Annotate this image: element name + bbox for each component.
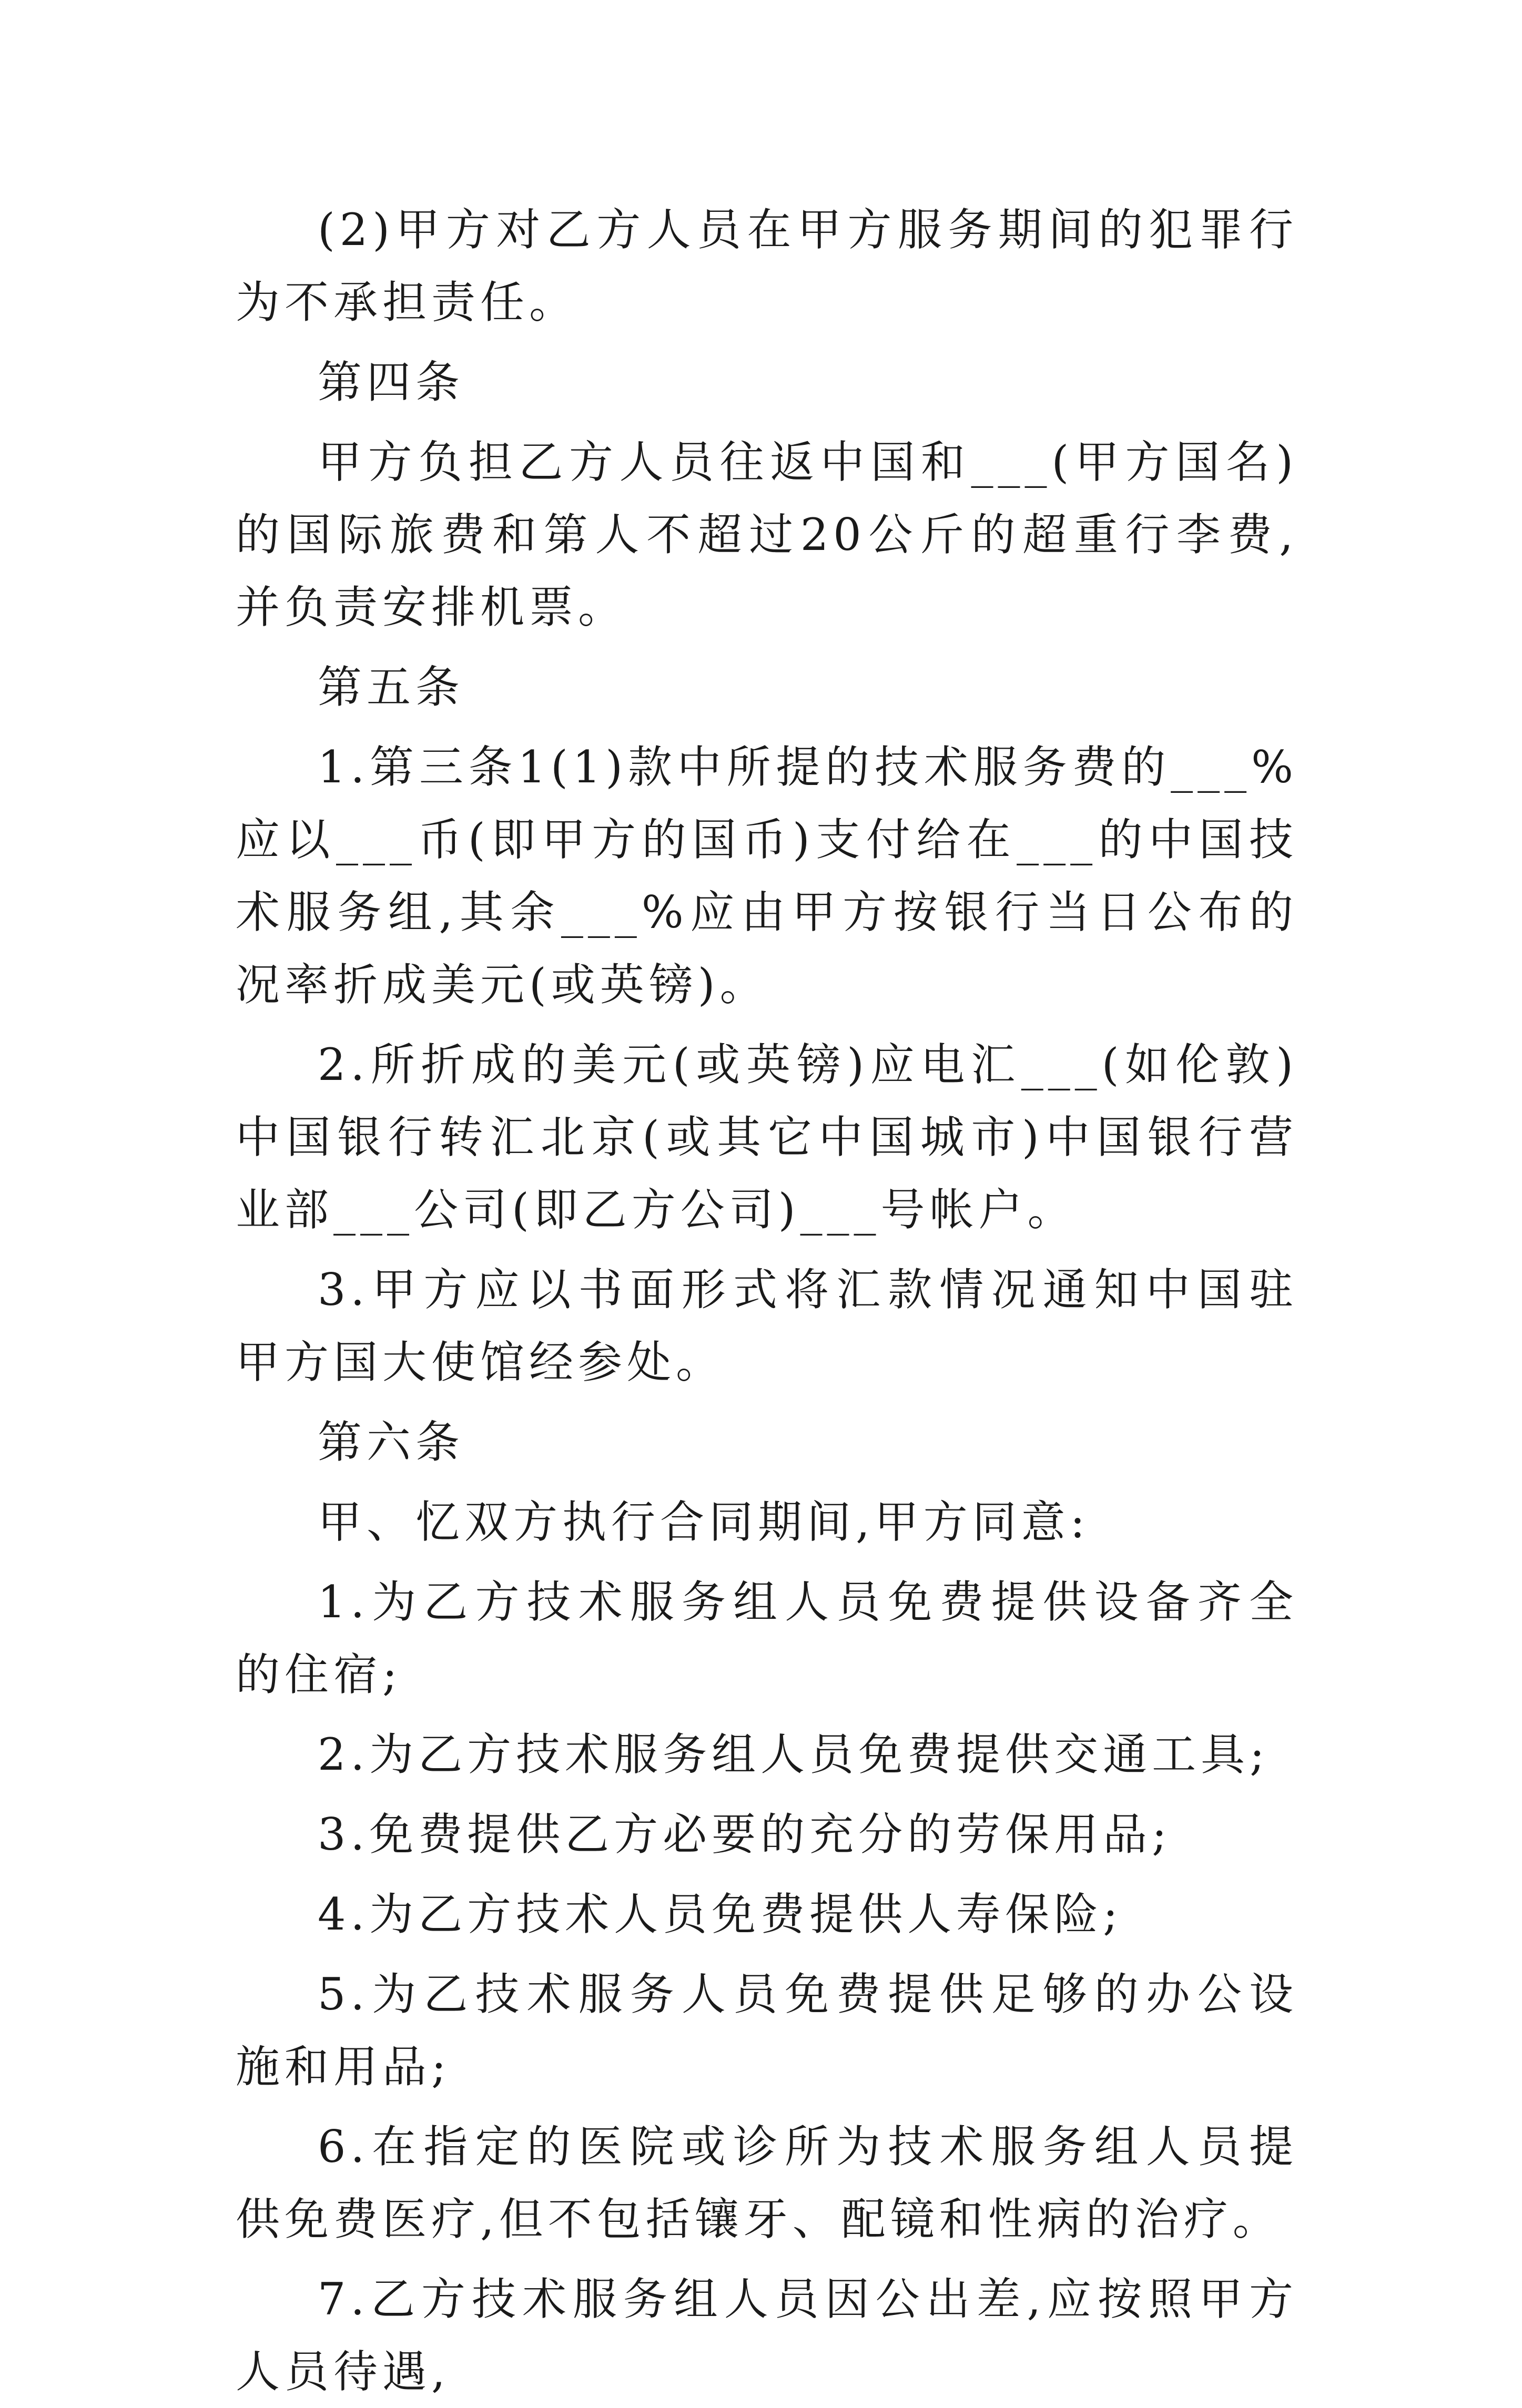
paragraph-article6-item5: 5.为乙技术服务人员免费提供足够的办公设施和用品; <box>236 1968 1298 2093</box>
heading-article-4: 第四条 <box>318 356 465 408</box>
paragraph-article5-item1: 1.第三条1(1)款中所提的技术服务费的___%应以___币(即甲方的国币)支付给在___的中国技术服务组,其余___%应由甲方按银行当日公布的况率折成美元(或英镑)。 <box>236 741 1298 1011</box>
paragraph-article3-clause2: (2)甲方对乙方人员在甲方服务期间的犯罪行为不承担责任。 <box>236 204 1298 328</box>
paragraph-article5-item2: 2.所折成的美元(或英镑)应电汇___(如伦敦)中国银行转汇北京(或其它中国城市)中国银行营业部___公司(即乙方公司)___号帐户。 <box>236 1039 1298 1236</box>
paragraph-article6-item1: 1.为乙方技术服务组人员免费提供设备齐全的住宿; <box>236 1576 1298 1700</box>
paragraph-article6-intro: 甲、忆双方执行合同期间,甲方同意: <box>318 1496 1090 1548</box>
paragraph-article4-travel: 甲方负担乙方人员往返中国和___(甲方国名)的国际旅费和第人不超过20公斤的超重行李费,并负责安排机票。 <box>236 436 1298 633</box>
paragraph-article6-item3: 3.免费提供乙方必要的充分的劳保用品; <box>318 1809 1172 1860</box>
heading-article-6: 第六条 <box>318 1416 465 1468</box>
document-body <box>236 193 1298 2408</box>
paragraph-article6-item7: 7.乙方技术服务组人员因公出差,应按照甲方人员待遇, <box>236 2273 1298 2397</box>
paragraph-article6-item4: 4.为乙方技术人员免费提供人寿保险; <box>318 1889 1123 1940</box>
paragraph-article6-item6: 6.在指定的医院或诊所为技术服务组人员提供免费医疗,但不包括镶牙、配镜和性病的治疗。 <box>236 2121 1298 2245</box>
paragraph-article5-item3: 3.甲方应以书面形式将汇款情况通知中国驻甲方国大使馆经参处。 <box>236 1264 1298 1388</box>
paragraph-article6-item2: 2.为乙方技术服务组人员免费提供交通工具; <box>318 1729 1270 1780</box>
heading-article-5: 第五条 <box>318 661 465 713</box>
